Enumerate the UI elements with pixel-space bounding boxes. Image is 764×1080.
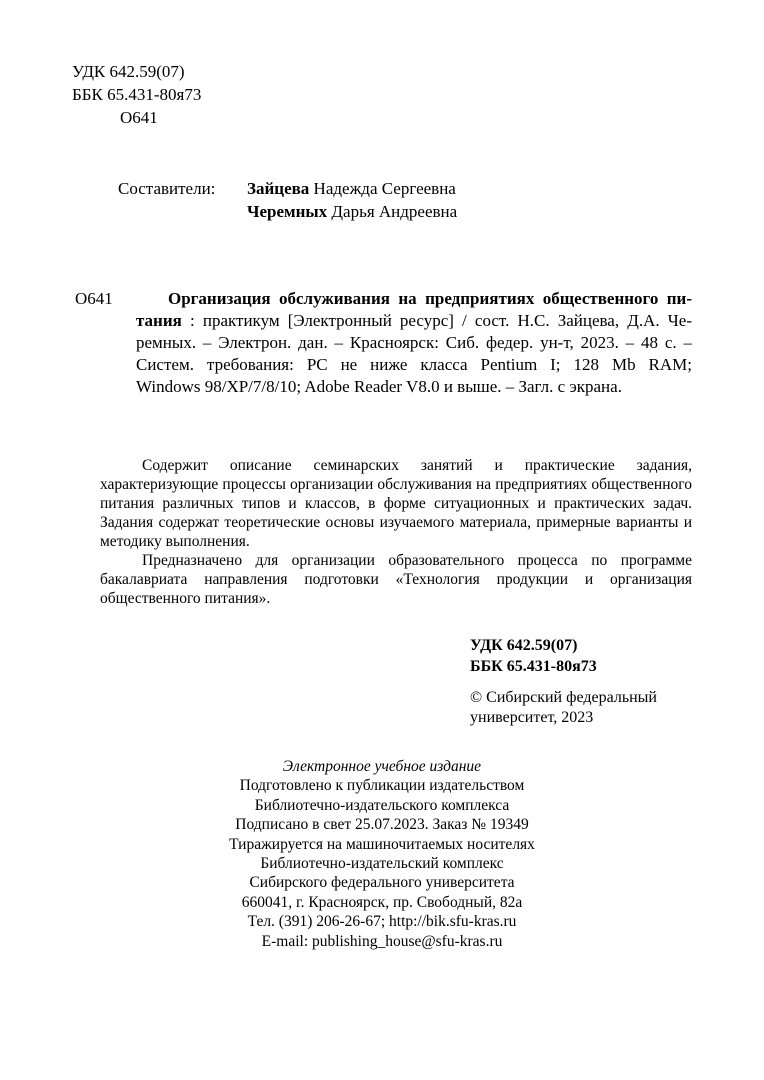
bbk-code-bold: ББК 65.431-80я73: [470, 658, 597, 675]
compilers-label: Составители:: [118, 179, 216, 198]
compilers-names: [247, 177, 457, 223]
author-sign-code: О641: [120, 108, 158, 127]
entry-line: [136, 310, 692, 332]
imprint-line: 660041, г. Красноярск, пр. Свободный, 82а: [241, 893, 523, 911]
entry-title-bold: Организация обслуживания на предприятиях общественного пи-: [168, 289, 692, 308]
imprint-line: Библиотечно-издательского комплекса: [254, 796, 510, 814]
entry-text: : практикум [Электронный ресурс] / сост. Н.С. Зайцева, Д.А. Че-: [181, 311, 692, 330]
copyright-line: университет, 2023: [470, 709, 594, 726]
entry-line: [136, 288, 692, 310]
compiler-given-names: Надежда Сергеевна: [309, 179, 456, 198]
catalog-code: О641: [75, 289, 113, 308]
bbk-code: ББК 65.431-80я73: [72, 85, 202, 104]
imprint-line: Библиотечно-издательский комплекс: [260, 855, 504, 873]
edition-type: Электронное учебное издание: [282, 758, 482, 775]
udk-code: УДК 642.59(07): [72, 62, 185, 81]
compiler-surname: Черемных: [247, 202, 328, 221]
imprint-line: Сибирского федерального университета: [249, 874, 515, 892]
compiler-surname: Зайцева: [247, 179, 310, 198]
compilers-block: [118, 177, 457, 223]
annotation-paragraph: Предназначено для организации образовательного процесса по программе бакалавриата направления подготовки «Технология продукции и организация общественного питания».: [100, 552, 692, 607]
copyright-block: [470, 688, 657, 728]
bibliographic-entry: [136, 288, 692, 398]
entry-line: ремных. – Электрон. дан. – Красноярск: Сиб. федер. ун-т, 2023. – 48 с. –: [136, 333, 692, 352]
udk-code-bold: УДК 642.59(07): [470, 637, 578, 654]
imprint-line: E-mail: publishing_house@sfu-kras.ru: [261, 932, 503, 950]
entry-line: Систем. требования: PC не ниже класса Pentium I; 128 Mb RAM;: [136, 355, 692, 374]
imprint-block: [0, 757, 764, 951]
compiler-name: [247, 177, 457, 200]
imprint-line: Подписано в свет 25.07.2023. Заказ № 19349: [235, 816, 529, 834]
entry-title-bold: тания: [136, 311, 182, 330]
annotation-paragraph: Содержит описание семинарских занятий и практические задания, характеризующие процессы организации обслуживания на предприятиях общественного питания различных типов и классов, в форме ситуационных и практических задач. Задания содержат теоретические основы изучаемого материала, примерные варианты и методику выполнения.: [100, 457, 692, 550]
entry-line: Windows 98/XP/7/8/10; Adobe Reader V8.0 и выше. – Загл. с экрана.: [136, 377, 622, 396]
annotation: [100, 456, 692, 608]
compiler-name: [247, 200, 457, 223]
credits-codes: [470, 635, 597, 677]
classification-codes: [72, 60, 201, 129]
compiler-given-names: Дарья Андреевна: [327, 202, 458, 221]
copyright-line: © Сибирский федеральный: [470, 689, 657, 706]
imprint-line: Подготовлено к публикации издательством: [239, 777, 525, 795]
imprint-line: Тел. (391) 206-26-67; http://bik.sfu-kras.ru: [247, 913, 517, 931]
imprint-line: Тиражируется на машиночитаемых носителях: [229, 835, 535, 853]
